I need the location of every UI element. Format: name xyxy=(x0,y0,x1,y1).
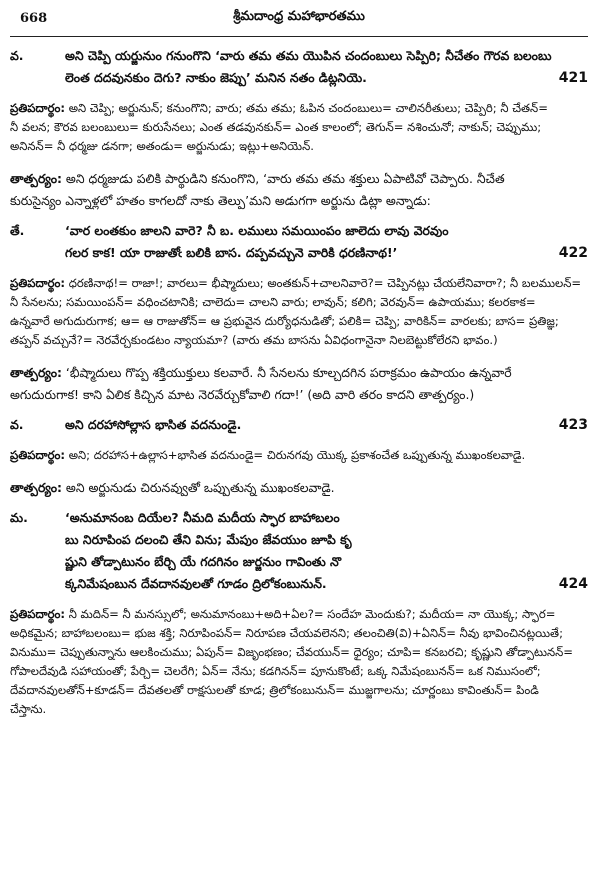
line-text: అని; దరహాస+ఉల్లాస+భాసిత వదనుండై= చిరునగవు యొక్క ప్రకాశంచేత ఒప్పుతున్న ముఖంకలవాడై. xyxy=(68,448,526,462)
verse-line: బు నిరూపింప దలంచి తేని విను; మేపుం జేవయుం జూపి కృ xyxy=(65,532,352,547)
verse-block xyxy=(10,507,588,595)
line-text: ఉన్నవారే అగుదురుగాక; ఆ= ఆ రాజుతోన్= ఆ ప్రభువైన దుర్యోధనుడితో; పలికి= చెప్పి; వారికిన్= వారలకు; బాస= ప్రతిజ్ఞ; xyxy=(10,314,559,328)
section-label: ప్రతిపదార్థం: xyxy=(10,101,65,115)
line-text: వినుము= చెప్పుతున్నాను ఆలకించుము; ఏపున్= విజృంభణం; చేవయున్= ధైర్యం; చూపి= కనబరచి; కృష్ణుని తోడ్పాటునన్= xyxy=(10,645,573,659)
word-meaning-line xyxy=(10,605,588,624)
verse-text xyxy=(65,414,588,436)
word-meaning-line xyxy=(10,681,588,700)
word-meaning-line xyxy=(10,662,588,681)
verse-number: 421 xyxy=(558,70,588,86)
page-number: 668 xyxy=(20,11,48,26)
word-meaning-line xyxy=(10,312,588,331)
section-label: ప్రతిపదార్థం: xyxy=(10,276,65,290)
word-meaning-line xyxy=(10,293,588,312)
line-text: గోపాలదేవుడి సహాయంతో; పేర్చి= చెలరేగి; ఏన్= నేను; కడగినన్= పూనుకొంటే; ఒక్క నిమేషంబునన్= ఒక నిముసంలో; xyxy=(10,664,541,678)
meter-label: మ. xyxy=(10,510,28,525)
section-label: ప్రతిపదార్థం: xyxy=(10,607,65,621)
line-text: అని చెప్పి; అర్జునున్; కనుంగొని; వారు; తమ తమ; ఓపిన చందంబులు= చాలినరీతులు; చెప్పిరి; నీ చేతన్= xyxy=(68,101,548,115)
word-meaning-line xyxy=(10,700,588,719)
line-text: ధరణినాథ!= రాజా!; వారలు= భీష్మాదులు; అంతకున్+చాలనివారె?= చెప్పినట్లు చేయలేనివారా?; నీ బలములన్= xyxy=(68,276,582,290)
verse-number: 422 xyxy=(558,245,588,261)
verse-text xyxy=(65,220,588,264)
meaning-line xyxy=(10,477,588,499)
verse-line: అని దరహాసోల్లాస భాసిత వదనుండై. xyxy=(65,417,242,432)
line-text: అగుదురుగాక! కాని ఏలిక కిచ్చిన మాట నెరవేర్చుకోవాలి గదా!’ (అది వారి తరం కాదని తాత్పర్యం.) xyxy=(10,387,475,402)
meaning-block xyxy=(10,168,588,212)
verse-block xyxy=(10,45,588,89)
word-meaning-line xyxy=(10,643,588,662)
line-text: అనినన్= నీ ధర్మజు డనగా; అతండు= అర్జునుడు; ఇట్లు+అనియెన్. xyxy=(10,139,314,153)
verse-block xyxy=(10,414,588,436)
meter-label: వ. xyxy=(10,48,24,63)
line-text: అని అర్జునుడు చిరునవ్వుతో ఒప్పుతున్న ముఖంకలవాడై. xyxy=(65,480,335,495)
meaning-line xyxy=(10,384,588,406)
word-meaning-line xyxy=(10,99,588,118)
verse-text xyxy=(65,45,594,89)
verse-block xyxy=(10,220,588,264)
word-meaning-line xyxy=(10,446,588,465)
line-text: నీ మదిన్= నీ మనస్సులో; అనుమానంబు+అది+ఏల?= సందేహ మెందుకు?; మదీయ= నా యొక్క; స్ఫార= xyxy=(68,607,556,621)
page-body xyxy=(10,45,588,719)
line-text: దేవదానవులతోన్+కూడన్= దేవతలతో రాక్షసులతో కూడ; త్రిలోకంబునున్= ముజ్జగాలను; చూర్ణంబు కావింతున్= పిండి xyxy=(10,683,539,697)
running-title: శ్రీమదాంధ్ర మహాభారతము xyxy=(233,9,365,24)
line-text: కురుసైన్యం ఎన్నాళ్లలో హతం కాగలదో నాకు తెల్పు’మని అడుగగా అర్జును డిట్లా అన్నాడు: xyxy=(10,193,431,208)
verse-number: 423 xyxy=(558,417,588,433)
verse-line: లెంత దదవునకుం దెగు? నాకుం జెప్పు’ మనిన నతం డిట్లనియె. xyxy=(65,70,367,85)
verse-line: గలర కాక! యా రాజుతోఁ బలికి బాస. దప్పవచ్చునె వారికి ధరణినాథ!’ xyxy=(65,245,398,260)
line-text: ‘భీష్మాదులు గొప్ప శక్తియుక్తులు కలవారే. నీ సేనలను కూల్చదగిన పరాక్రమం ఉపాయం ఉన్నవారే xyxy=(65,365,512,380)
line-text: తప్పన్ వచ్చునే?= నెరవేర్చకుండటం న్యాయమా? (వారు తమ బాసను ఏవిధంగానైనా నిలబెట్టుకోలేరని భావం.) xyxy=(10,333,498,347)
meter-label: తే. xyxy=(10,223,25,238)
word-meaning-line xyxy=(10,137,588,156)
word-meaning-block xyxy=(10,274,588,350)
section-label: తాత్పర్యం: xyxy=(10,480,62,495)
section-label: తాత్పర్యం: xyxy=(10,171,62,186)
meaning-block xyxy=(10,362,588,406)
section-label: తాత్పర్యం: xyxy=(10,365,62,380)
verse-text xyxy=(65,507,588,595)
verse-line: ‘అనుమానంబ దియేల? నీమది మదీయ స్ఫార బాహాబలం xyxy=(65,510,340,525)
word-meaning-line xyxy=(10,274,588,293)
meter-label: వ. xyxy=(10,417,24,432)
verse-line: క్కనిమేషంబున దేవదానవులతో గూడం ద్రిలోకంబునున్. xyxy=(65,576,327,591)
line-text: నీ వలన; కౌరవ బలంబులు= కురుసేనలు; ఎంత తడవునకున్= ఎంత కాలంలో; తెగున్= నశించునో; నాకున్; చెప్పుము; xyxy=(10,120,542,134)
word-meaning-block xyxy=(10,605,588,719)
verse-number: 424 xyxy=(558,576,588,592)
meaning-line xyxy=(10,190,588,212)
word-meaning-line xyxy=(10,118,588,137)
line-text: అధికమైన; బాహాబలంబు= భుజ శక్తి; నిరూపింపన్= నిరూపణ చేయవలెనని; తలంచితి(వి)+ఏనిన్= నీవు భావించినట్లయితే; xyxy=(10,626,563,640)
word-meaning-block xyxy=(10,99,588,156)
word-meaning-line xyxy=(10,624,588,643)
verse-line: అని చెప్పి యర్జునుం గనుంగొని ‘వారు తమ తమ యొపిన చందంబులు సెప్పిరి; నీచేతం గౌరవ బలంబు xyxy=(65,48,552,63)
verse-line: ‘వార లంతకుం జాలని వారె? నీ బ. లములు సమయింపం జాలెదు లావు వెరవుం xyxy=(65,223,449,238)
section-label: ప్రతిపదార్థం: xyxy=(10,448,65,462)
page-header xyxy=(10,0,588,36)
meaning-line xyxy=(10,168,588,190)
meaning-line xyxy=(10,362,588,384)
word-meaning-line xyxy=(10,331,588,350)
verse-line: ష్ణుని తోడ్పాటునం బేర్చి యే గదగినం జుర్జనుం గావింతు నొ xyxy=(65,554,342,569)
header-rule xyxy=(10,36,588,37)
line-text: నీ సేనలను; సమయింపన్= వధించటానికి; చాలెదు= చాలని వారు; లావున్; కలిగి; వెరవున్= ఉపాయము; కలరకాక= xyxy=(10,295,536,309)
meaning-block xyxy=(10,477,588,499)
line-text: చేస్తాను. xyxy=(10,702,47,716)
word-meaning-block xyxy=(10,446,588,465)
line-text: అని ధర్మజుడు పలికి పార్థుడిని కనుంగొని, ‘వారు తమ తమ శక్తులు ఏపాటివో చెప్పారు. నీచేత xyxy=(65,171,505,186)
